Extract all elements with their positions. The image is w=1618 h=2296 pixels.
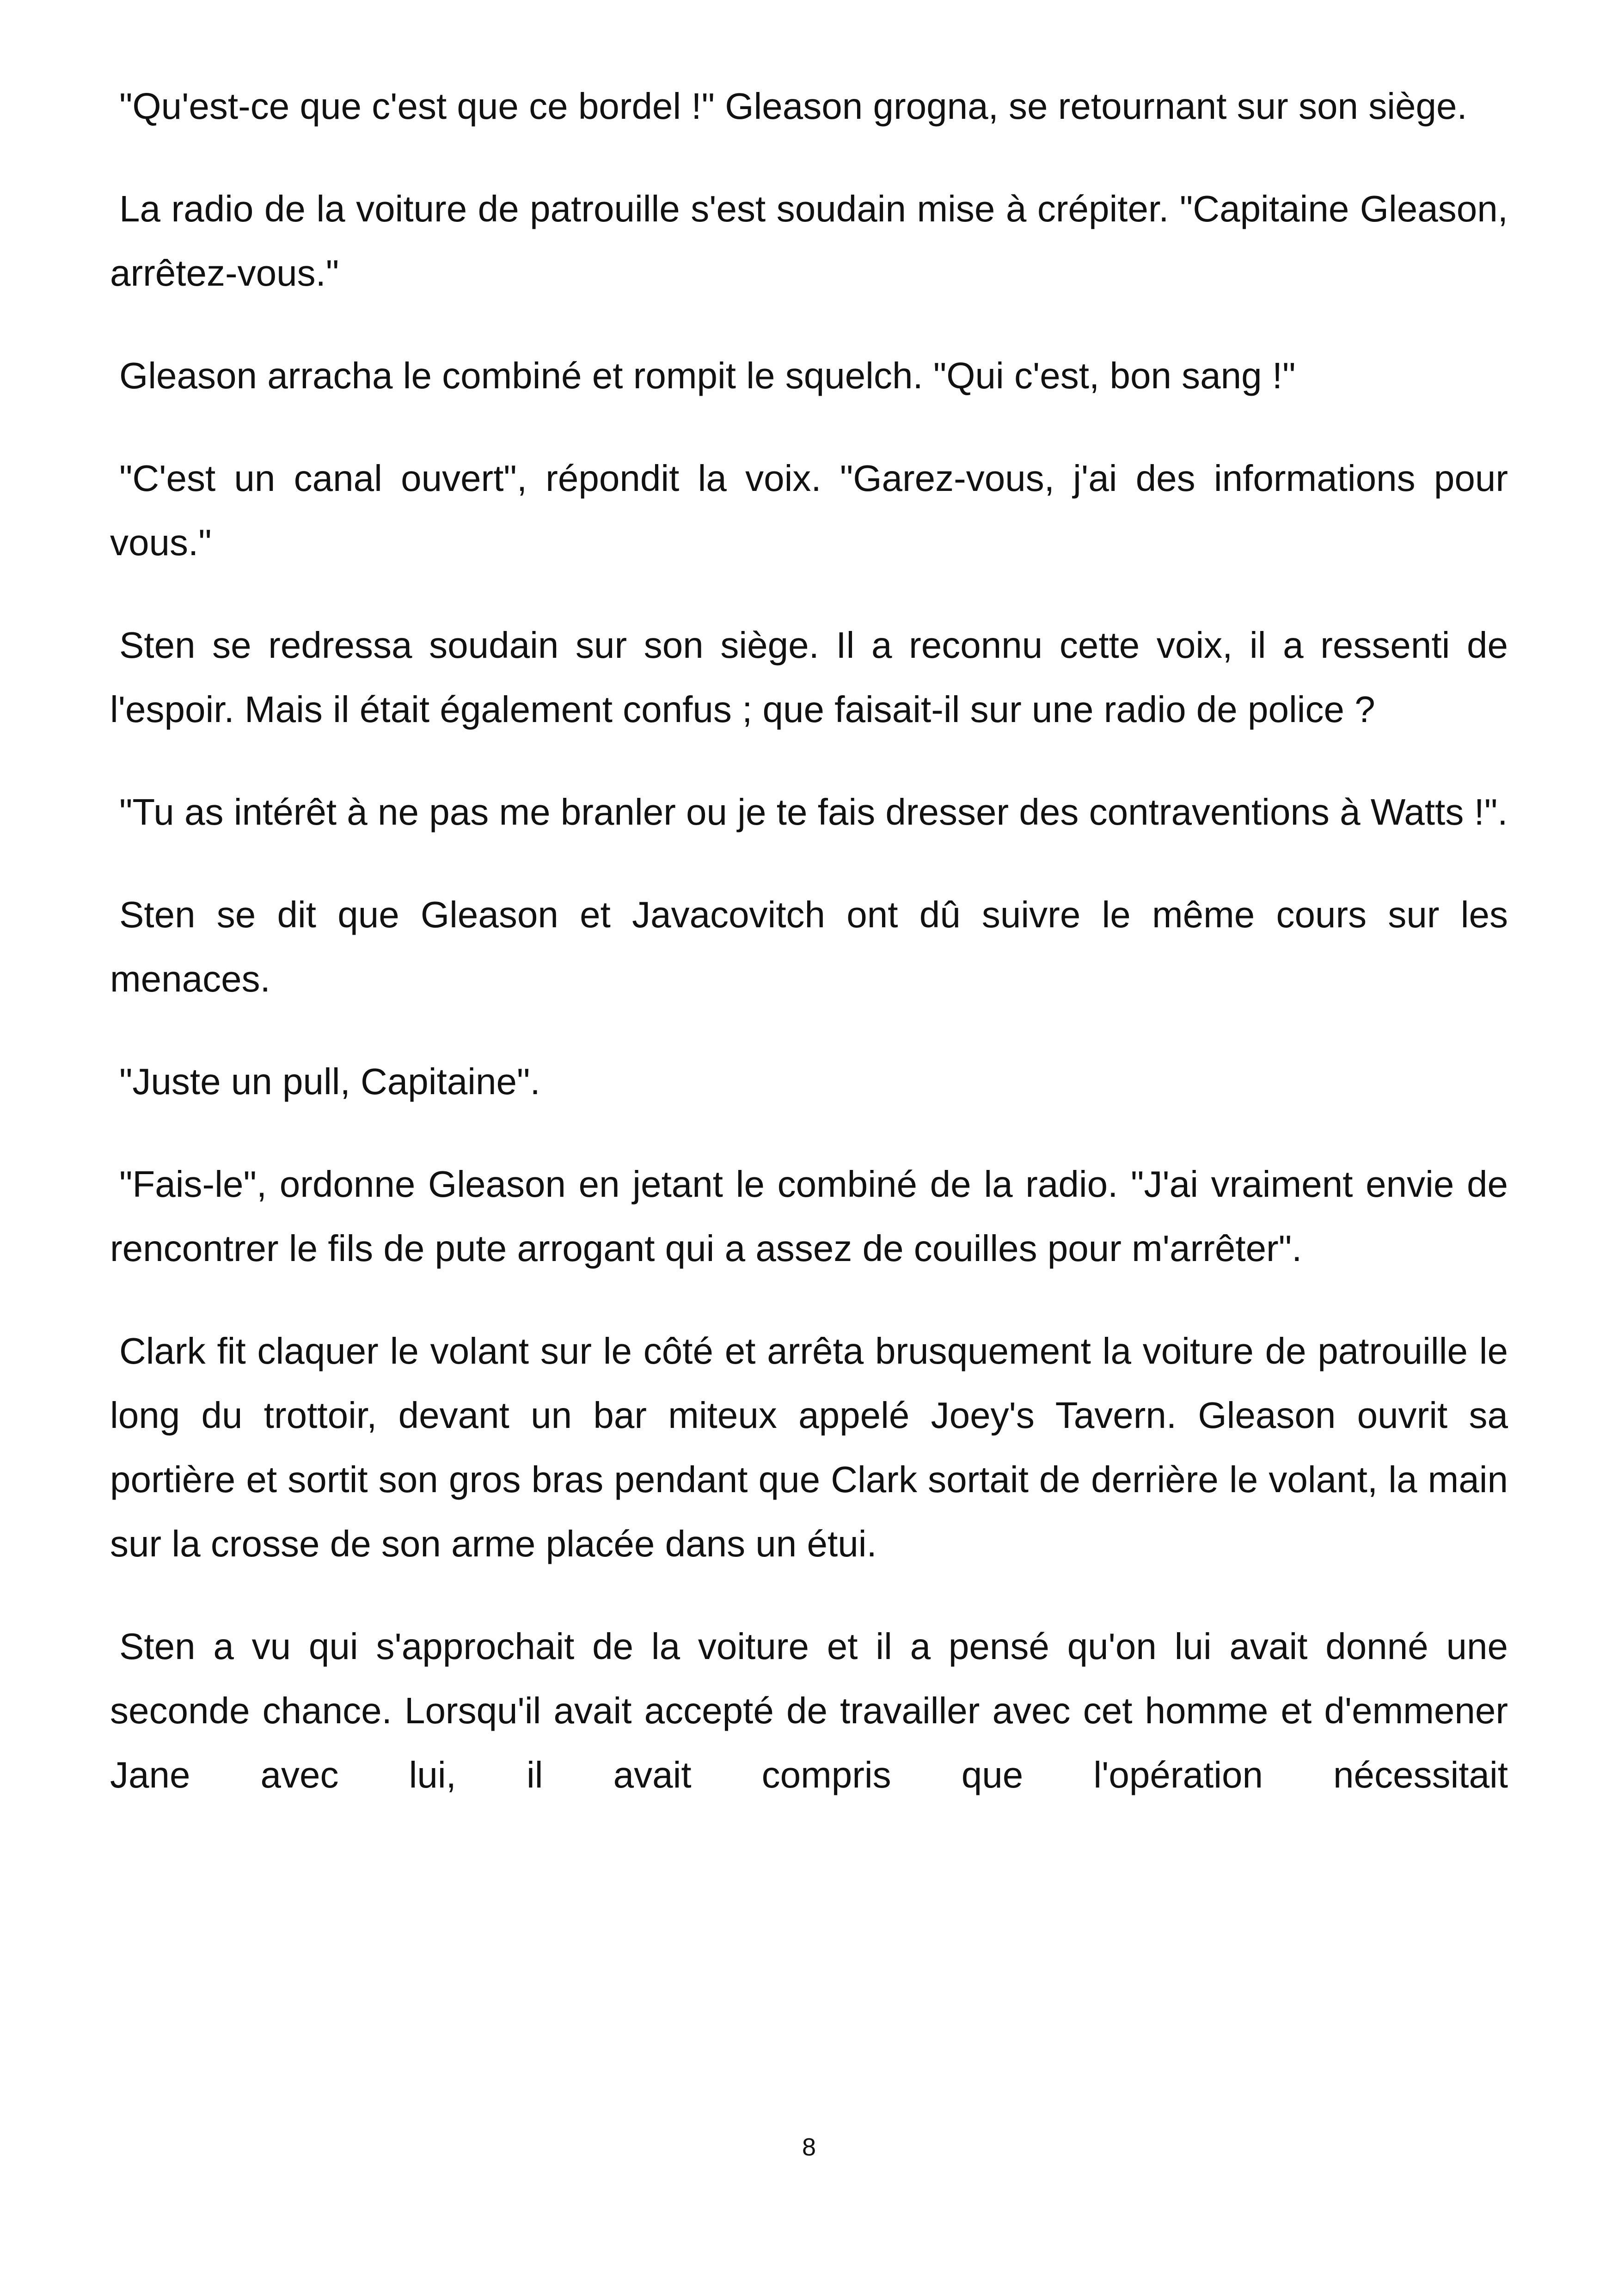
paragraph: Sten se redressa soudain sur son siège. Il a reconnu cette voix, il a ressenti de l'espoir. Mais il était également confus ; que faisait-il sur une radio de police ?	[110, 625, 1508, 730]
paragraph: Sten se dit que Gleason et Javacovitch ont dû suivre le même cours sur les menaces.	[110, 894, 1508, 999]
paragraph: "Qu'est-ce que c'est que ce bordel !" Gleason grogna, se retournant sur son siège.	[119, 86, 1467, 127]
page-number: 8	[802, 2133, 816, 2161]
paragraph: "C'est un canal ouvert", répondit la voix. "Garez-vous, j'ai des informations pour vous."	[110, 458, 1508, 563]
body-text	[110, 74, 1508, 1807]
paragraph: "Juste un pull, Capitaine".	[119, 1061, 540, 1102]
paragraph: Sten a vu qui s'approchait de la voiture et il a pensé qu'on lui avait donné une seconde chance. Lorsqu'il avait accepté de travailler avec cet homme et d'emmener Jane avec lui, il avait compris que l'opération nécessitait	[110, 1626, 1508, 1795]
paragraph: Gleason arracha le combiné et rompit le squelch. "Qui c'est, bon sang !"	[119, 355, 1296, 396]
paragraph: "Tu as intérêt à ne pas me branler ou je te fais dresser des contraventions à Watts !".	[119, 791, 1508, 833]
paragraph: La radio de la voiture de patrouille s'est soudain mise à crépiter. "Capitaine Gleason, arrêtez-vous."	[110, 188, 1508, 294]
paragraph: Clark fit claquer le volant sur le côté et arrêta brusquement la voiture de patrouille le long du trottoir, devant un bar miteux appelé Joey's Tavern. Gleason ouvrit sa portière et sortit son gros bras pendant que Clark sortait de derrière le volant, la main sur la crosse de son arme placée dans un étui.	[110, 1330, 1508, 1564]
paragraph: "Fais-le", ordonne Gleason en jetant le combiné de la radio. "J'ai vraiment envie de rencontrer le fils de pute arrogant qui a assez de couilles pour m'arrêter".	[110, 1163, 1508, 1269]
